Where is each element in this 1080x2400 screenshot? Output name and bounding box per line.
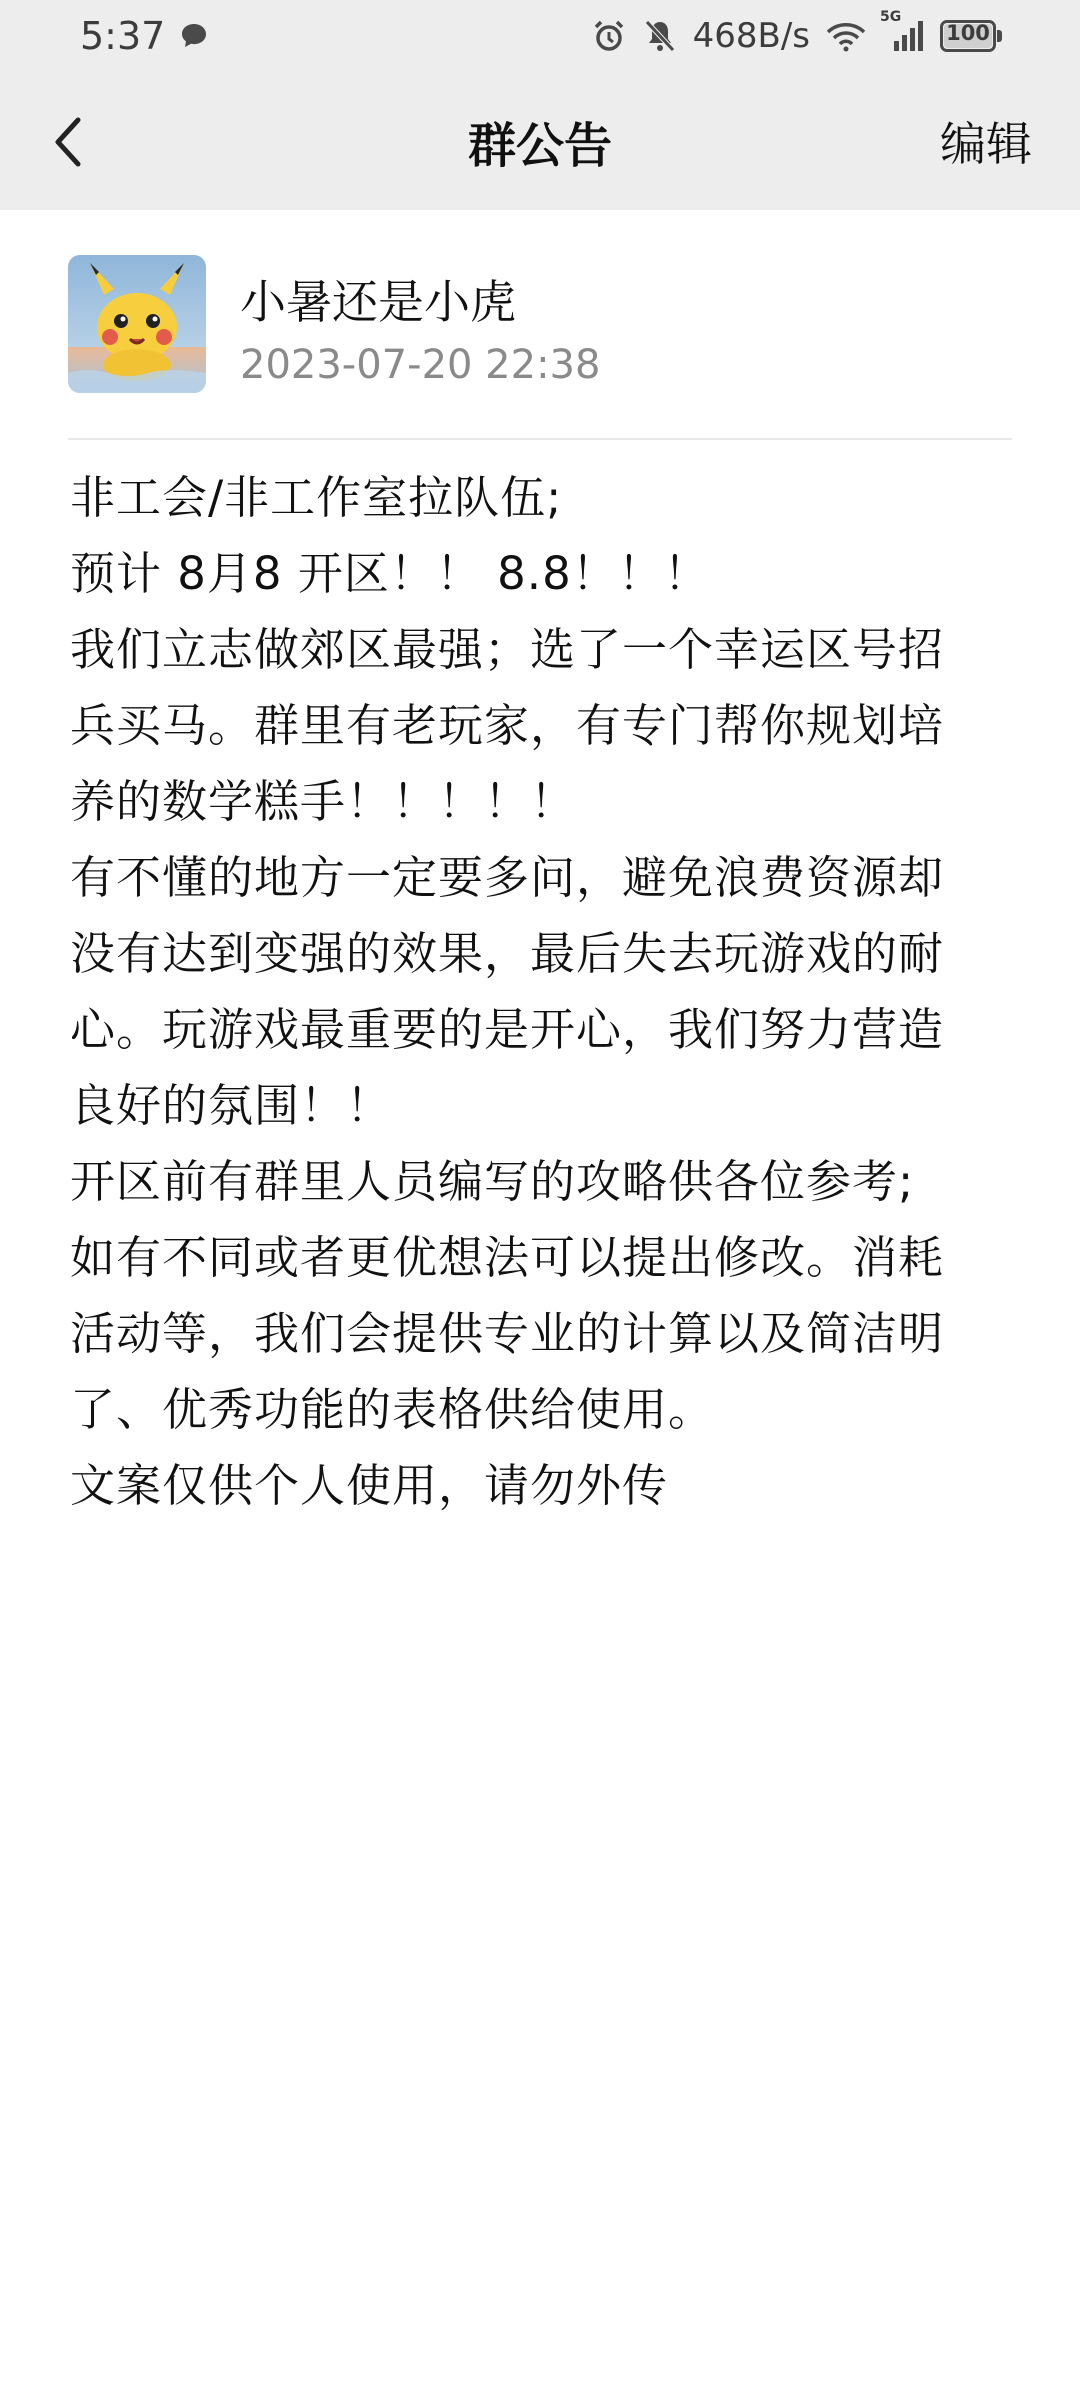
signal-icon xyxy=(880,9,924,53)
battery-icon xyxy=(940,20,1002,52)
content-line: 开区前有群里人员编写的攻略供各位参考; xyxy=(70,1155,915,1208)
wifi-icon xyxy=(826,20,866,52)
avatar[interactable] xyxy=(68,255,206,393)
edit-button[interactable]: 编辑 xyxy=(940,117,1032,171)
content-line: 预计 8月8 开区！！ 8.8！！！ xyxy=(70,547,710,600)
content-line: 文案仅供个人使用，请勿外传 xyxy=(70,1459,669,1512)
announcement-content xyxy=(70,460,1010,1524)
content-line: 活动等，我们会提供专业的计算以及简洁明 xyxy=(70,1307,945,1360)
content-line: 我们立志做郊区最强；选了一个幸运区号招 xyxy=(70,623,945,676)
page-title: 群公告 xyxy=(467,117,612,174)
battery-level: 100 xyxy=(946,21,990,45)
post-time: 2023-07-20 22:38 xyxy=(240,342,601,388)
content-line: 没有达到变强的效果，最后失去玩游戏的耐 xyxy=(70,927,945,980)
mute-bell-icon xyxy=(643,18,677,54)
content-line: 兵买马。群里有老玩家，有专门帮你规划培 xyxy=(70,699,945,752)
network-speed: 468B/s xyxy=(692,16,810,56)
announcement-header xyxy=(68,255,1012,441)
chat-bubble-icon xyxy=(179,21,209,51)
back-button[interactable] xyxy=(28,102,108,182)
divider xyxy=(68,438,1012,440)
content-line: 养的数学糕手！！！！！ xyxy=(70,775,577,828)
author-name[interactable]: 小暑还是小虎 xyxy=(240,275,516,329)
pikachu-avatar-icon xyxy=(68,255,206,393)
content-line: 如有不同或者更优想法可以提出修改。消耗 xyxy=(70,1231,945,1284)
chevron-left-icon xyxy=(48,114,88,170)
status-time: 5:37 xyxy=(80,14,166,58)
top-area xyxy=(0,0,1080,210)
content-line: 了、优秀功能的表格供给使用。 xyxy=(70,1383,715,1436)
content-line: 心。玩游戏最重要的是开心，我们努力营造 xyxy=(70,1003,945,1056)
network-type: 5G xyxy=(880,9,902,25)
content-line: 非工会/非工作室拉队伍; xyxy=(70,471,563,524)
alarm-icon xyxy=(591,18,627,54)
content-line: 良好的氛围！！ xyxy=(70,1079,393,1132)
content-line: 有不懂的地方一定要多问，避免浪费资源却 xyxy=(70,851,945,904)
nav-bar xyxy=(0,72,1080,210)
author-block xyxy=(240,255,600,393)
status-bar xyxy=(0,0,1080,72)
